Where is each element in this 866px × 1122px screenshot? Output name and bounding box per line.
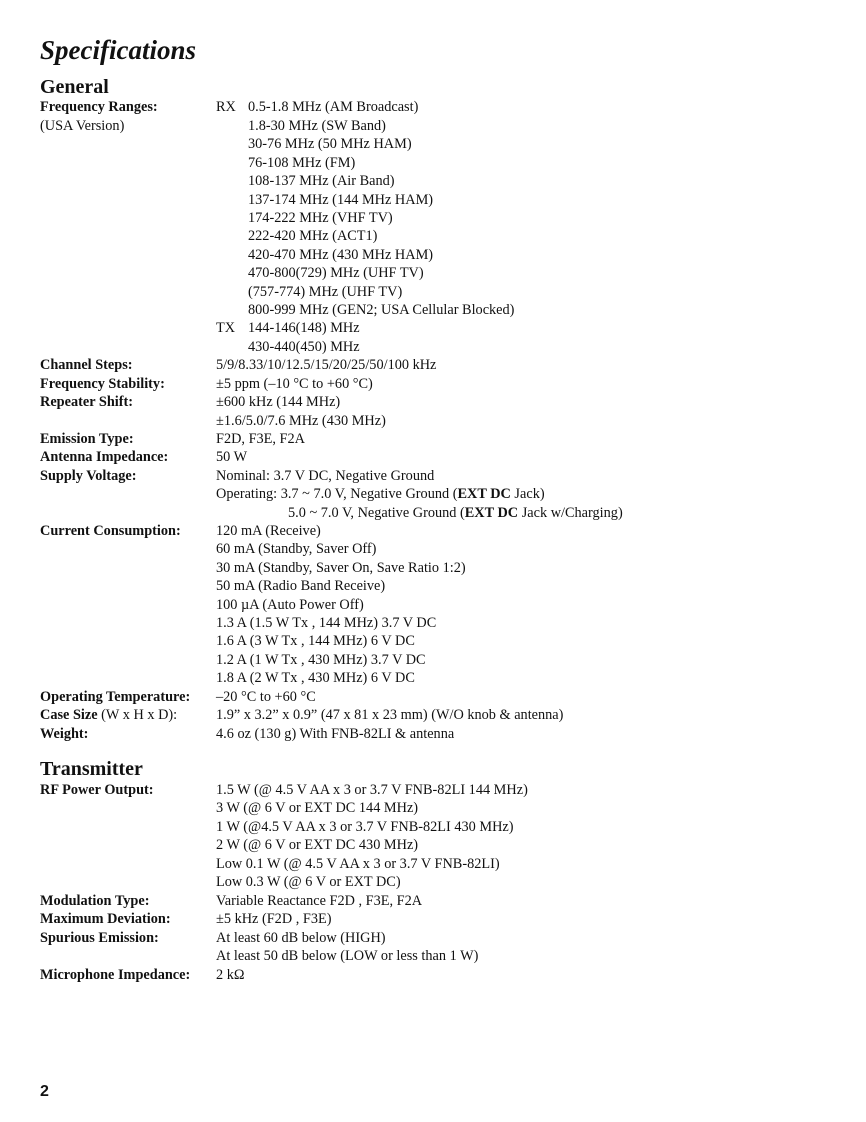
spec-row-frequency-ranges	[0, 154, 866, 173]
spec-value: ±5 ppm (–10 °C to +60 °C)	[216, 376, 373, 392]
rx-range: 76-108 MHz (FM)	[248, 155, 356, 171]
spec-value: 60 mA (Standby, Saver Off)	[216, 541, 377, 557]
spec-row-rf-power-output	[0, 818, 866, 837]
spec-row-channel-steps	[0, 356, 866, 375]
spec-label: Antenna Impedance:	[40, 449, 169, 465]
spec-value: 2 W (@ 6 V or EXT DC 430 MHz)	[216, 837, 419, 853]
spec-row-weight	[0, 725, 866, 744]
spec-row-current-consumption	[0, 596, 866, 615]
spec-row-current-consumption	[0, 559, 866, 578]
spec-label: Supply Voltage:	[40, 468, 137, 484]
spec-row-case-size	[0, 706, 866, 725]
spec-row-repeater-shift	[0, 393, 866, 412]
rx-range: 1.8-30 MHz (SW Band)	[248, 118, 386, 134]
spec-value	[216, 485, 545, 504]
rx-prefix: RX	[216, 99, 236, 115]
page-number: 2	[40, 1083, 49, 1100]
spec-row-frequency-ranges	[0, 191, 866, 210]
spec-row-frequency-ranges	[0, 117, 866, 136]
spec-value: 2 kΩ	[216, 967, 245, 983]
spec-row-frequency-ranges	[0, 209, 866, 228]
spec-value	[288, 504, 623, 523]
spec-row-current-consumption	[0, 540, 866, 559]
rx-range: 470-800(729) MHz (UHF TV)	[248, 265, 424, 281]
case-size-label: Case Size	[40, 707, 98, 723]
spec-row-frequency-ranges	[0, 283, 866, 302]
spec-row-rf-power-output	[0, 873, 866, 892]
charging-text: 5.0 ~ 7.0 V, Negative Ground (	[288, 505, 465, 521]
spec-value: 1.3 A (1.5 W Tx , 144 MHz) 3.7 V DC	[216, 615, 437, 631]
spec-value: ±1.6/5.0/7.6 MHz (430 MHz)	[216, 413, 386, 429]
rx-range: 108-137 MHz (Air Band)	[248, 173, 395, 189]
case-size-unit: (W x H x D):	[97, 707, 178, 723]
spec-label: Emission Type:	[40, 431, 134, 447]
spec-value: 1.6 A (3 W Tx , 144 MHz) 6 V DC	[216, 633, 415, 649]
spec-value: Nominal: 3.7 V DC, Negative Ground	[216, 468, 435, 484]
spec-value: F2D, F3E, F2A	[216, 431, 305, 447]
spec-value: 1 W (@4.5 V AA x 3 or 3.7 V FNB-82LI 430 MHz)	[216, 819, 514, 835]
spec-row-frequency-stability	[0, 375, 866, 394]
spec-label: Current Consumption:	[40, 523, 181, 539]
spec-label: Spurious Emission:	[40, 930, 159, 946]
rx-range: 137-174 MHz (144 MHz HAM)	[248, 192, 434, 208]
spec-label: Frequency Ranges:	[40, 99, 158, 115]
spec-row-supply-voltage	[0, 467, 866, 486]
spec-row-supply-voltage	[0, 504, 866, 523]
spec-value: 1.9” x 3.2” x 0.9” (47 x 81 x 23 mm) (W/O knob & antenna)	[216, 707, 564, 723]
spec-label: Repeater Shift:	[40, 394, 134, 410]
ext-dc-label: EXT DC	[464, 505, 519, 521]
rx-range: 222-420 MHz (ACT1)	[248, 228, 378, 244]
spec-label: Frequency Stability:	[40, 376, 165, 392]
tx-range: 144-146(148) MHz	[248, 320, 360, 336]
spec-value: 30 mA (Standby, Saver On, Save Ratio 1:2)	[216, 560, 466, 576]
spec-label: Maximum Deviation:	[40, 911, 171, 927]
spec-row-rf-power-output	[0, 855, 866, 874]
spec-value: ±600 kHz (144 MHz)	[216, 394, 341, 410]
spec-value: –20 °C to +60 °C	[216, 689, 316, 705]
spec-row-supply-voltage	[0, 485, 866, 504]
ext-dc-label: EXT DC	[457, 486, 511, 502]
spec-value: 50 mA (Radio Band Receive)	[216, 578, 386, 594]
spec-row-frequency-ranges	[0, 319, 866, 338]
section-heading-general: General	[40, 76, 109, 98]
spec-row-rf-power-output	[0, 799, 866, 818]
spec-value: Low 0.3 W (@ 6 V or EXT DC)	[216, 874, 401, 890]
spec-sublabel: (USA Version)	[40, 118, 125, 134]
tx-prefix: TX	[216, 320, 236, 336]
charging-suffix: Jack w/Charging)	[518, 505, 623, 521]
spec-row-frequency-ranges	[0, 98, 866, 117]
spec-label: Operating Temperature:	[40, 689, 191, 705]
spec-row-frequency-ranges	[0, 246, 866, 265]
spec-row-rf-power-output	[0, 836, 866, 855]
spec-value: 50 W	[216, 449, 248, 465]
spec-value: 4.6 oz (130 g) With FNB-82LI & antenna	[216, 726, 455, 742]
spec-row-current-consumption	[0, 614, 866, 633]
spec-value: At least 50 dB below (LOW or less than 1 W)	[216, 948, 479, 964]
spec-value: 1.2 A (1 W Tx , 430 MHz) 3.7 V DC	[216, 652, 426, 668]
spec-value: 3 W (@ 6 V or EXT DC 144 MHz)	[216, 800, 419, 816]
spec-row-current-consumption	[0, 522, 866, 541]
operating-suffix: Jack)	[510, 486, 545, 502]
spec-row-current-consumption	[0, 669, 866, 688]
spec-value: 1.8 A (2 W Tx , 430 MHz) 6 V DC	[216, 670, 415, 686]
spec-row-repeater-shift	[0, 412, 866, 431]
spec-value: 120 mA (Receive)	[216, 523, 321, 539]
section-heading-transmitter: Transmitter	[40, 758, 143, 780]
spec-row-frequency-ranges	[0, 227, 866, 246]
spec-row-current-consumption	[0, 651, 866, 670]
spec-row-modulation-type	[0, 892, 866, 911]
rx-range: 420-470 MHz (430 MHz HAM)	[248, 247, 434, 263]
spec-label: Modulation Type:	[40, 893, 150, 909]
rx-range: 800-999 MHz (GEN2; USA Cellular Blocked)	[248, 302, 515, 318]
spec-label	[40, 706, 177, 725]
spec-row-emission-type	[0, 430, 866, 449]
spec-row-microphone-impedance	[0, 966, 866, 985]
spec-label: Channel Steps:	[40, 357, 133, 373]
spec-row-spurious-emission	[0, 929, 866, 948]
rx-range: 0.5-1.8 MHz (AM Broadcast)	[248, 99, 419, 115]
spec-row-frequency-ranges	[0, 301, 866, 320]
spec-value: At least 60 dB below (HIGH)	[216, 930, 386, 946]
rx-range: 174-222 MHz (VHF TV)	[248, 210, 393, 226]
spec-row-frequency-ranges	[0, 135, 866, 154]
spec-row-current-consumption	[0, 632, 866, 651]
spec-row-maximum-deviation	[0, 910, 866, 929]
spec-label: Microphone Impedance:	[40, 967, 191, 983]
spec-value: 5/9/8.33/10/12.5/15/20/25/50/100 kHz	[216, 357, 437, 373]
spec-value: Low 0.1 W (@ 4.5 V AA x 3 or 3.7 V FNB-82LI)	[216, 856, 500, 872]
spec-row-frequency-ranges	[0, 172, 866, 191]
spec-row-frequency-ranges	[0, 264, 866, 283]
spec-row-antenna-impedance	[0, 448, 866, 467]
spec-row-frequency-ranges	[0, 338, 866, 357]
spec-row-rf-power-output	[0, 781, 866, 800]
tx-range: 430-440(450) MHz	[248, 339, 360, 355]
spec-value: Variable Reactance F2D , F3E, F2A	[216, 893, 423, 909]
spec-value: ±5 kHz (F2D , F3E)	[216, 911, 332, 927]
rx-range: 30-76 MHz (50 MHz HAM)	[248, 136, 412, 152]
spec-value: 1.5 W (@ 4.5 V AA x 3 or 3.7 V FNB-82LI 144 MHz)	[216, 782, 528, 798]
spec-value: 100 µA (Auto Power Off)	[216, 597, 364, 613]
spec-label: RF Power Output:	[40, 782, 154, 798]
spec-row-spurious-emission	[0, 947, 866, 966]
spec-row-operating-temperature	[0, 688, 866, 707]
spec-label: Weight:	[40, 726, 89, 742]
page-title: Specifications	[40, 35, 196, 65]
spec-row-current-consumption	[0, 577, 866, 596]
rx-range: (757-774) MHz (UHF TV)	[248, 284, 403, 300]
operating-text: Operating: 3.7 ~ 7.0 V, Negative Ground (	[216, 486, 458, 502]
